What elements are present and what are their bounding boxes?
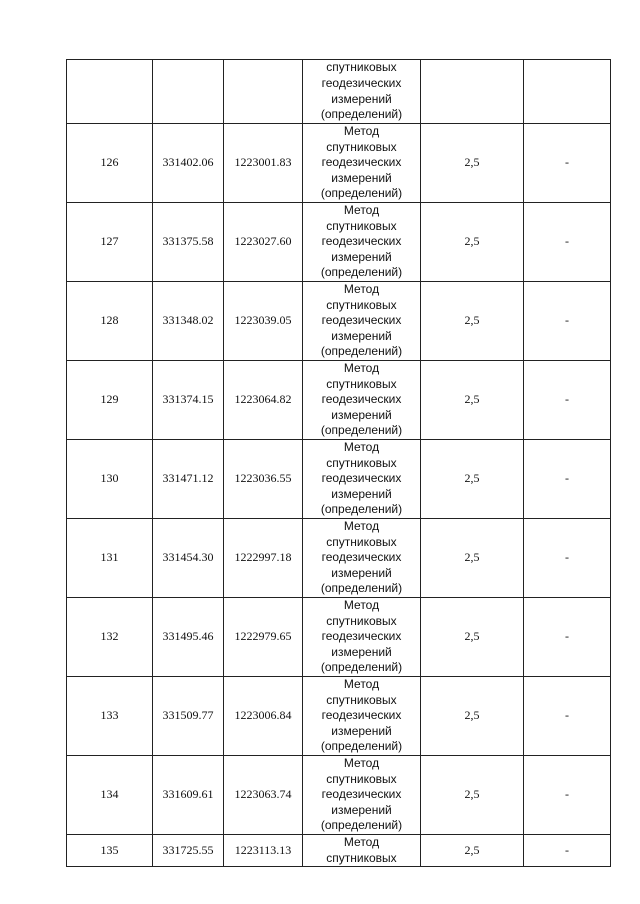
method-line: спутниковых <box>326 850 397 865</box>
method-line: (определений) <box>320 739 403 754</box>
x-coordinate-cell: 331454.30 <box>153 519 224 598</box>
method-line: спутниковых <box>326 692 397 707</box>
method-cell <box>303 519 421 598</box>
description-cell: - <box>524 835 611 867</box>
method-line: Метод <box>343 835 380 849</box>
method-line: (определений) <box>320 186 403 201</box>
method-line: спутниковых <box>326 376 397 391</box>
y-coordinate-cell: 1223063.74 <box>224 756 303 835</box>
point-number-cell: 135 <box>67 835 153 867</box>
x-coordinate-cell: 331609.61 <box>153 756 224 835</box>
method-line: (определений) <box>320 660 403 675</box>
method-line: (определений) <box>320 581 403 596</box>
description-cell <box>524 60 611 124</box>
method-line: спутниковых <box>326 139 397 154</box>
point-number-cell: 133 <box>67 677 153 756</box>
method-cell <box>303 60 421 124</box>
description-cell: - <box>524 361 611 440</box>
method-line: геодезических <box>321 708 402 723</box>
method-line: Метод <box>343 440 380 455</box>
method-line: измерений <box>331 486 392 501</box>
accuracy-cell: 2,5 <box>421 124 524 203</box>
method-line: геодезических <box>321 313 402 328</box>
y-coordinate-cell: 1223036.55 <box>224 440 303 519</box>
method-line: геодезических <box>321 787 402 802</box>
description-cell: - <box>524 203 611 282</box>
method-line: геодезических <box>321 155 402 170</box>
method-cell <box>303 203 421 282</box>
x-coordinate-cell <box>153 60 224 124</box>
method-line: (определений) <box>320 265 403 280</box>
method-line: (определений) <box>320 818 403 833</box>
accuracy-cell: 2,5 <box>421 677 524 756</box>
y-coordinate-cell: 1223027.60 <box>224 203 303 282</box>
x-coordinate-cell: 331509.77 <box>153 677 224 756</box>
y-coordinate-cell: 1223001.83 <box>224 124 303 203</box>
method-line: геодезических <box>321 471 402 486</box>
table-row <box>67 598 611 677</box>
description-cell: - <box>524 282 611 361</box>
method-line: измерений <box>331 91 392 106</box>
y-coordinate-cell: 1222979.65 <box>224 598 303 677</box>
point-number-cell: 127 <box>67 203 153 282</box>
point-number-cell: 126 <box>67 124 153 203</box>
method-line: спутниковых <box>326 218 397 233</box>
table-row <box>67 756 611 835</box>
coordinates-table-body <box>67 60 611 867</box>
x-coordinate-cell: 331375.58 <box>153 203 224 282</box>
point-number-cell: 130 <box>67 440 153 519</box>
table-row <box>67 677 611 756</box>
method-line: геодезических <box>321 550 402 565</box>
x-coordinate-cell: 331725.55 <box>153 835 224 867</box>
method-line: (определений) <box>320 423 403 438</box>
method-line: спутниковых <box>326 297 397 312</box>
method-line: геодезических <box>321 234 402 249</box>
method-line: Метод <box>343 203 380 218</box>
method-line: спутниковых <box>326 455 397 470</box>
method-cell <box>303 124 421 203</box>
method-line: измерений <box>331 802 392 817</box>
method-cell <box>303 361 421 440</box>
point-number-cell: 134 <box>67 756 153 835</box>
method-line: Метод <box>343 677 380 692</box>
point-number-cell: 128 <box>67 282 153 361</box>
accuracy-cell: 2,5 <box>421 598 524 677</box>
table-row <box>67 124 611 203</box>
method-line: (определений) <box>320 344 403 359</box>
method-cell <box>303 282 421 361</box>
description-cell: - <box>524 440 611 519</box>
accuracy-cell: 2,5 <box>421 835 524 867</box>
method-line: измерений <box>331 723 392 738</box>
accuracy-cell <box>421 60 524 124</box>
method-line: измерений <box>331 328 392 343</box>
table-row <box>67 203 611 282</box>
method-line: спутниковых <box>326 60 397 75</box>
method-line: измерений <box>331 565 392 580</box>
method-line: Метод <box>343 519 380 534</box>
method-cell <box>303 440 421 519</box>
accuracy-cell: 2,5 <box>421 756 524 835</box>
point-number-cell: 132 <box>67 598 153 677</box>
description-cell: - <box>524 124 611 203</box>
method-line: спутниковых <box>326 534 397 549</box>
x-coordinate-cell: 331402.06 <box>153 124 224 203</box>
y-coordinate-cell: 1223006.84 <box>224 677 303 756</box>
method-line: (определений) <box>320 502 403 517</box>
y-coordinate-cell <box>224 60 303 124</box>
accuracy-cell: 2,5 <box>421 361 524 440</box>
method-line: Метод <box>343 282 380 297</box>
method-line: измерений <box>331 644 392 659</box>
method-line: геодезических <box>321 75 402 90</box>
method-line: (определений) <box>320 107 403 122</box>
description-cell: - <box>524 677 611 756</box>
x-coordinate-cell: 331471.12 <box>153 440 224 519</box>
point-number-cell <box>67 60 153 124</box>
method-cell <box>303 835 421 867</box>
y-coordinate-cell: 1223113.13 <box>224 835 303 867</box>
table-row <box>67 519 611 598</box>
method-line: измерений <box>331 249 392 264</box>
y-coordinate-cell: 1223039.05 <box>224 282 303 361</box>
table-row <box>67 361 611 440</box>
table-row <box>67 440 611 519</box>
method-cell <box>303 677 421 756</box>
method-cell <box>303 756 421 835</box>
description-cell: - <box>524 598 611 677</box>
method-line: спутниковых <box>326 613 397 628</box>
table-row <box>67 835 611 867</box>
method-line: измерений <box>331 407 392 422</box>
method-line: геодезических <box>321 392 402 407</box>
y-coordinate-cell: 1222997.18 <box>224 519 303 598</box>
point-number-cell: 129 <box>67 361 153 440</box>
coordinates-table <box>66 59 611 867</box>
description-cell: - <box>524 756 611 835</box>
method-cell <box>303 598 421 677</box>
method-line: Метод <box>343 756 380 771</box>
point-number-cell: 131 <box>67 519 153 598</box>
y-coordinate-cell: 1223064.82 <box>224 361 303 440</box>
method-line: измерений <box>331 170 392 185</box>
accuracy-cell: 2,5 <box>421 203 524 282</box>
accuracy-cell: 2,5 <box>421 440 524 519</box>
table-row-continuation <box>67 60 611 124</box>
table-row <box>67 282 611 361</box>
x-coordinate-cell: 331374.15 <box>153 361 224 440</box>
method-line: спутниковых <box>326 771 397 786</box>
description-cell: - <box>524 519 611 598</box>
method-line: Метод <box>343 598 380 613</box>
accuracy-cell: 2,5 <box>421 282 524 361</box>
x-coordinate-cell: 331495.46 <box>153 598 224 677</box>
method-line: геодезических <box>321 629 402 644</box>
method-line: Метод <box>343 361 380 376</box>
method-line: Метод <box>343 124 380 139</box>
accuracy-cell: 2,5 <box>421 519 524 598</box>
x-coordinate-cell: 331348.02 <box>153 282 224 361</box>
